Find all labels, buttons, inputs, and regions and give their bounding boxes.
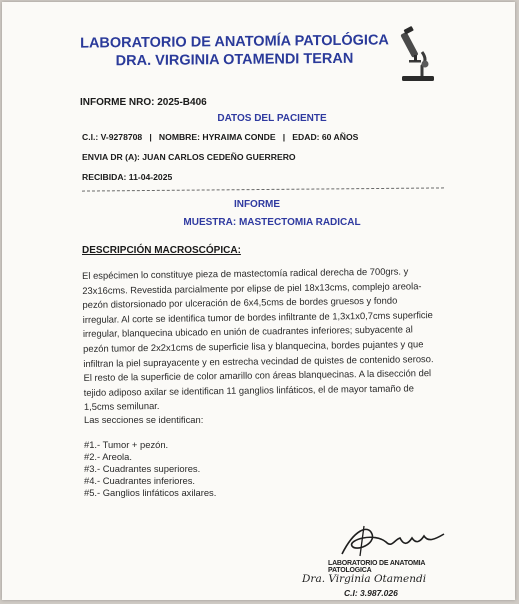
macro-description-paragraph: [82, 264, 454, 415]
separator-line: [82, 187, 444, 191]
handwritten-signature: [334, 520, 454, 560]
doctor-name: DRA. VIRGINIA OTAMENDI TERAN: [115, 50, 354, 70]
stamp-doctor-name: Dra. Virginia Otamendi: [302, 573, 427, 585]
section-item: #1.- Tumor + pezón.: [84, 439, 169, 450]
paragraph-line: 23x16cms. Revestida parcialmente por elipse de piel 18x13cms, complejo areola-: [82, 279, 422, 296]
patient-id-line: C.I.: V-9278708 | NOMBRE: HYRAIMA CONDE | EDAD: 60 AÑOS: [82, 132, 359, 142]
stamp-lab-name: LABORATORIO DE ANATOMIA PATOLOGICA: [328, 560, 426, 574]
received-date: RECIBIDA: 11-04-2025: [82, 172, 173, 182]
paragraph-line: 1,5cms semilunar.: [83, 400, 160, 413]
referred-by: ENVIA DR (A): JUAN CARLOS CEDEÑO GUERRERO: [82, 152, 296, 162]
patient-section-title: DATOS DEL PACIENTE: [217, 113, 327, 124]
paragraph-line: El resto de la superficie de color amarillo con áreas blanquecinas. A la disección del: [83, 367, 432, 384]
report-page: [2, 2, 515, 600]
paragraph-line: pezón distorsionado por ulceración de 6x4,5cms de bordes gruesos y fondo: [82, 294, 398, 311]
microscope-icon: [392, 26, 440, 84]
paragraph-line: pezón tumor de 2x2x1cms de superficie lisa y blanquecina, bordes pujantes y que: [83, 338, 424, 354]
paragraph-line: El espécimen lo constituye pieza de mastectomía radical derecha de 700grs. y: [82, 265, 409, 281]
paragraph-line: irregular, blanquecina ubicado en unión de cuadrantes inferiores; subyacente al: [82, 323, 413, 340]
report-number: INFORME NRO: 2025-B406: [80, 97, 207, 108]
sample-title: MUESTRA: MASTECTOMIA RADICAL: [183, 217, 361, 228]
paragraph-line: tejido adiposo axilar se identifican 11 ganglios linfáticos, el de mayor tamaño de: [83, 382, 414, 398]
section-item: #3.- Cuadrantes superiores.: [84, 463, 201, 474]
macro-description-heading: DESCRIPCIÓN MACROSCÓPICA:: [82, 245, 241, 256]
signature-stamp: [294, 520, 464, 600]
section-item: #4.- Cuadrantes inferiores.: [84, 475, 195, 486]
lab-name: LABORATORIO DE ANATOMÍA PATOLÓGICA: [80, 32, 389, 52]
stamp-ci: C.I: 3.987.026: [344, 588, 398, 598]
paragraph-line: irregular. Al corte se identifica tumor de bordes infiltrante de 1,3x1x0,7cms superficie: [82, 308, 433, 325]
sections-intro: Las secciones se identifican:: [84, 414, 204, 425]
paragraph-line: infiltran la piel suprayacente y en estrecha vecindad de quistes de contenido seroso.: [83, 352, 434, 369]
section-item: #2.- Areola.: [84, 451, 132, 462]
report-title: INFORME: [233, 199, 281, 210]
section-item: #5.- Ganglios linfáticos axilares.: [84, 487, 217, 498]
